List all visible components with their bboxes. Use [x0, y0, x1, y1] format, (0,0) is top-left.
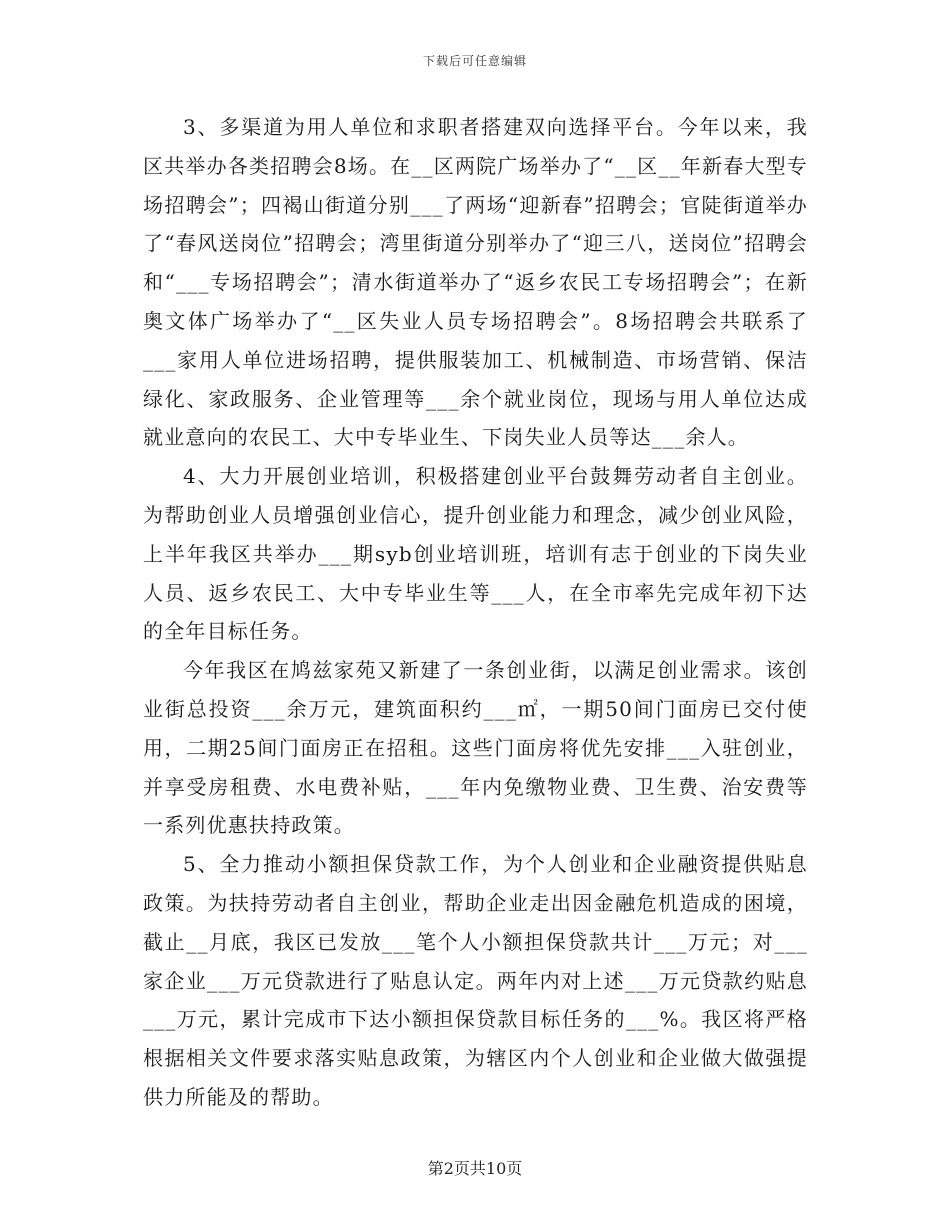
paragraph-startup-street: 今年我区在鸠兹家苑又新建了一条创业街，以满足创业需求。该创业街总投资___余万元，建筑面积约___㎡，一期50间门面房已交付使用，二期25间门面房正在招租。这些门面房将优先安排___入驻创业，并享受房租费、水电费补贴，___年内免缴物业费、卫生费、治安费等一系列优惠扶持政策。	[143, 658, 808, 838]
document-body	[143, 108, 808, 1117]
page-header-note: 下载后可任意编辑	[422, 54, 527, 68]
page-number-footer: 第2页共10页	[427, 1159, 523, 1178]
paragraph-item-5: 5、全力推动小额担保贷款工作，为个人创业和企业融资提供贴息政策。为扶持劳动者自主创业，帮助企业走出因金融危机造成的困境，截止__月底，我区已发放___笔个人小额担保贷款共计___万元；对___家企业___万元贷款进行了贴息认定。两年内对上述___万元贷款约贴息___万元，累计完成市下达小额担保贷款目标任务的___%。我区将严格根据相关文件要求落实贴息政策，为辖区内个人创业和企业做大做强提供力所能及的帮助。	[143, 852, 808, 1109]
paragraph-item-4: 4、大力开展创业培训，积极搭建创业平台鼓舞劳动者自主创业。为帮助创业人员增强创业信心，提升创业能力和理念，减少创业风险，上半年我区共举办___期syb创业培训班，培训有志于创业的下岗失业人员、返乡农民工、大中专毕业生等___人，在全市率先完成年初下达的全年目标任务。	[143, 464, 808, 644]
paragraph-item-3: 3、多渠道为用人单位和求职者搭建双向选择平台。今年以来，我区共举办各类招聘会8场。在__区两院广场举办了“__区__年新春大型专场招聘会”；四褐山街道分别___了两场“迎新春”招聘会；官陡街道举办了“春风送岗位”招聘会；湾里街道分别举办了“迎三八，送岗位”招聘会和“___专场招聘会”；清水街道举办了“返乡农民工专场招聘会”；在新奥文体广场举办了“__区失业人员专场招聘会”。8场招聘会共联系了___家用人单位进场招聘，提供服装加工、机械制造、市场营销、保洁绿化、家政服务、企业管理等___余个就业岗位，现场与用人单位达成就业意向的农民工、大中专毕业生、下岗失业人员等达___余人。	[143, 115, 808, 450]
